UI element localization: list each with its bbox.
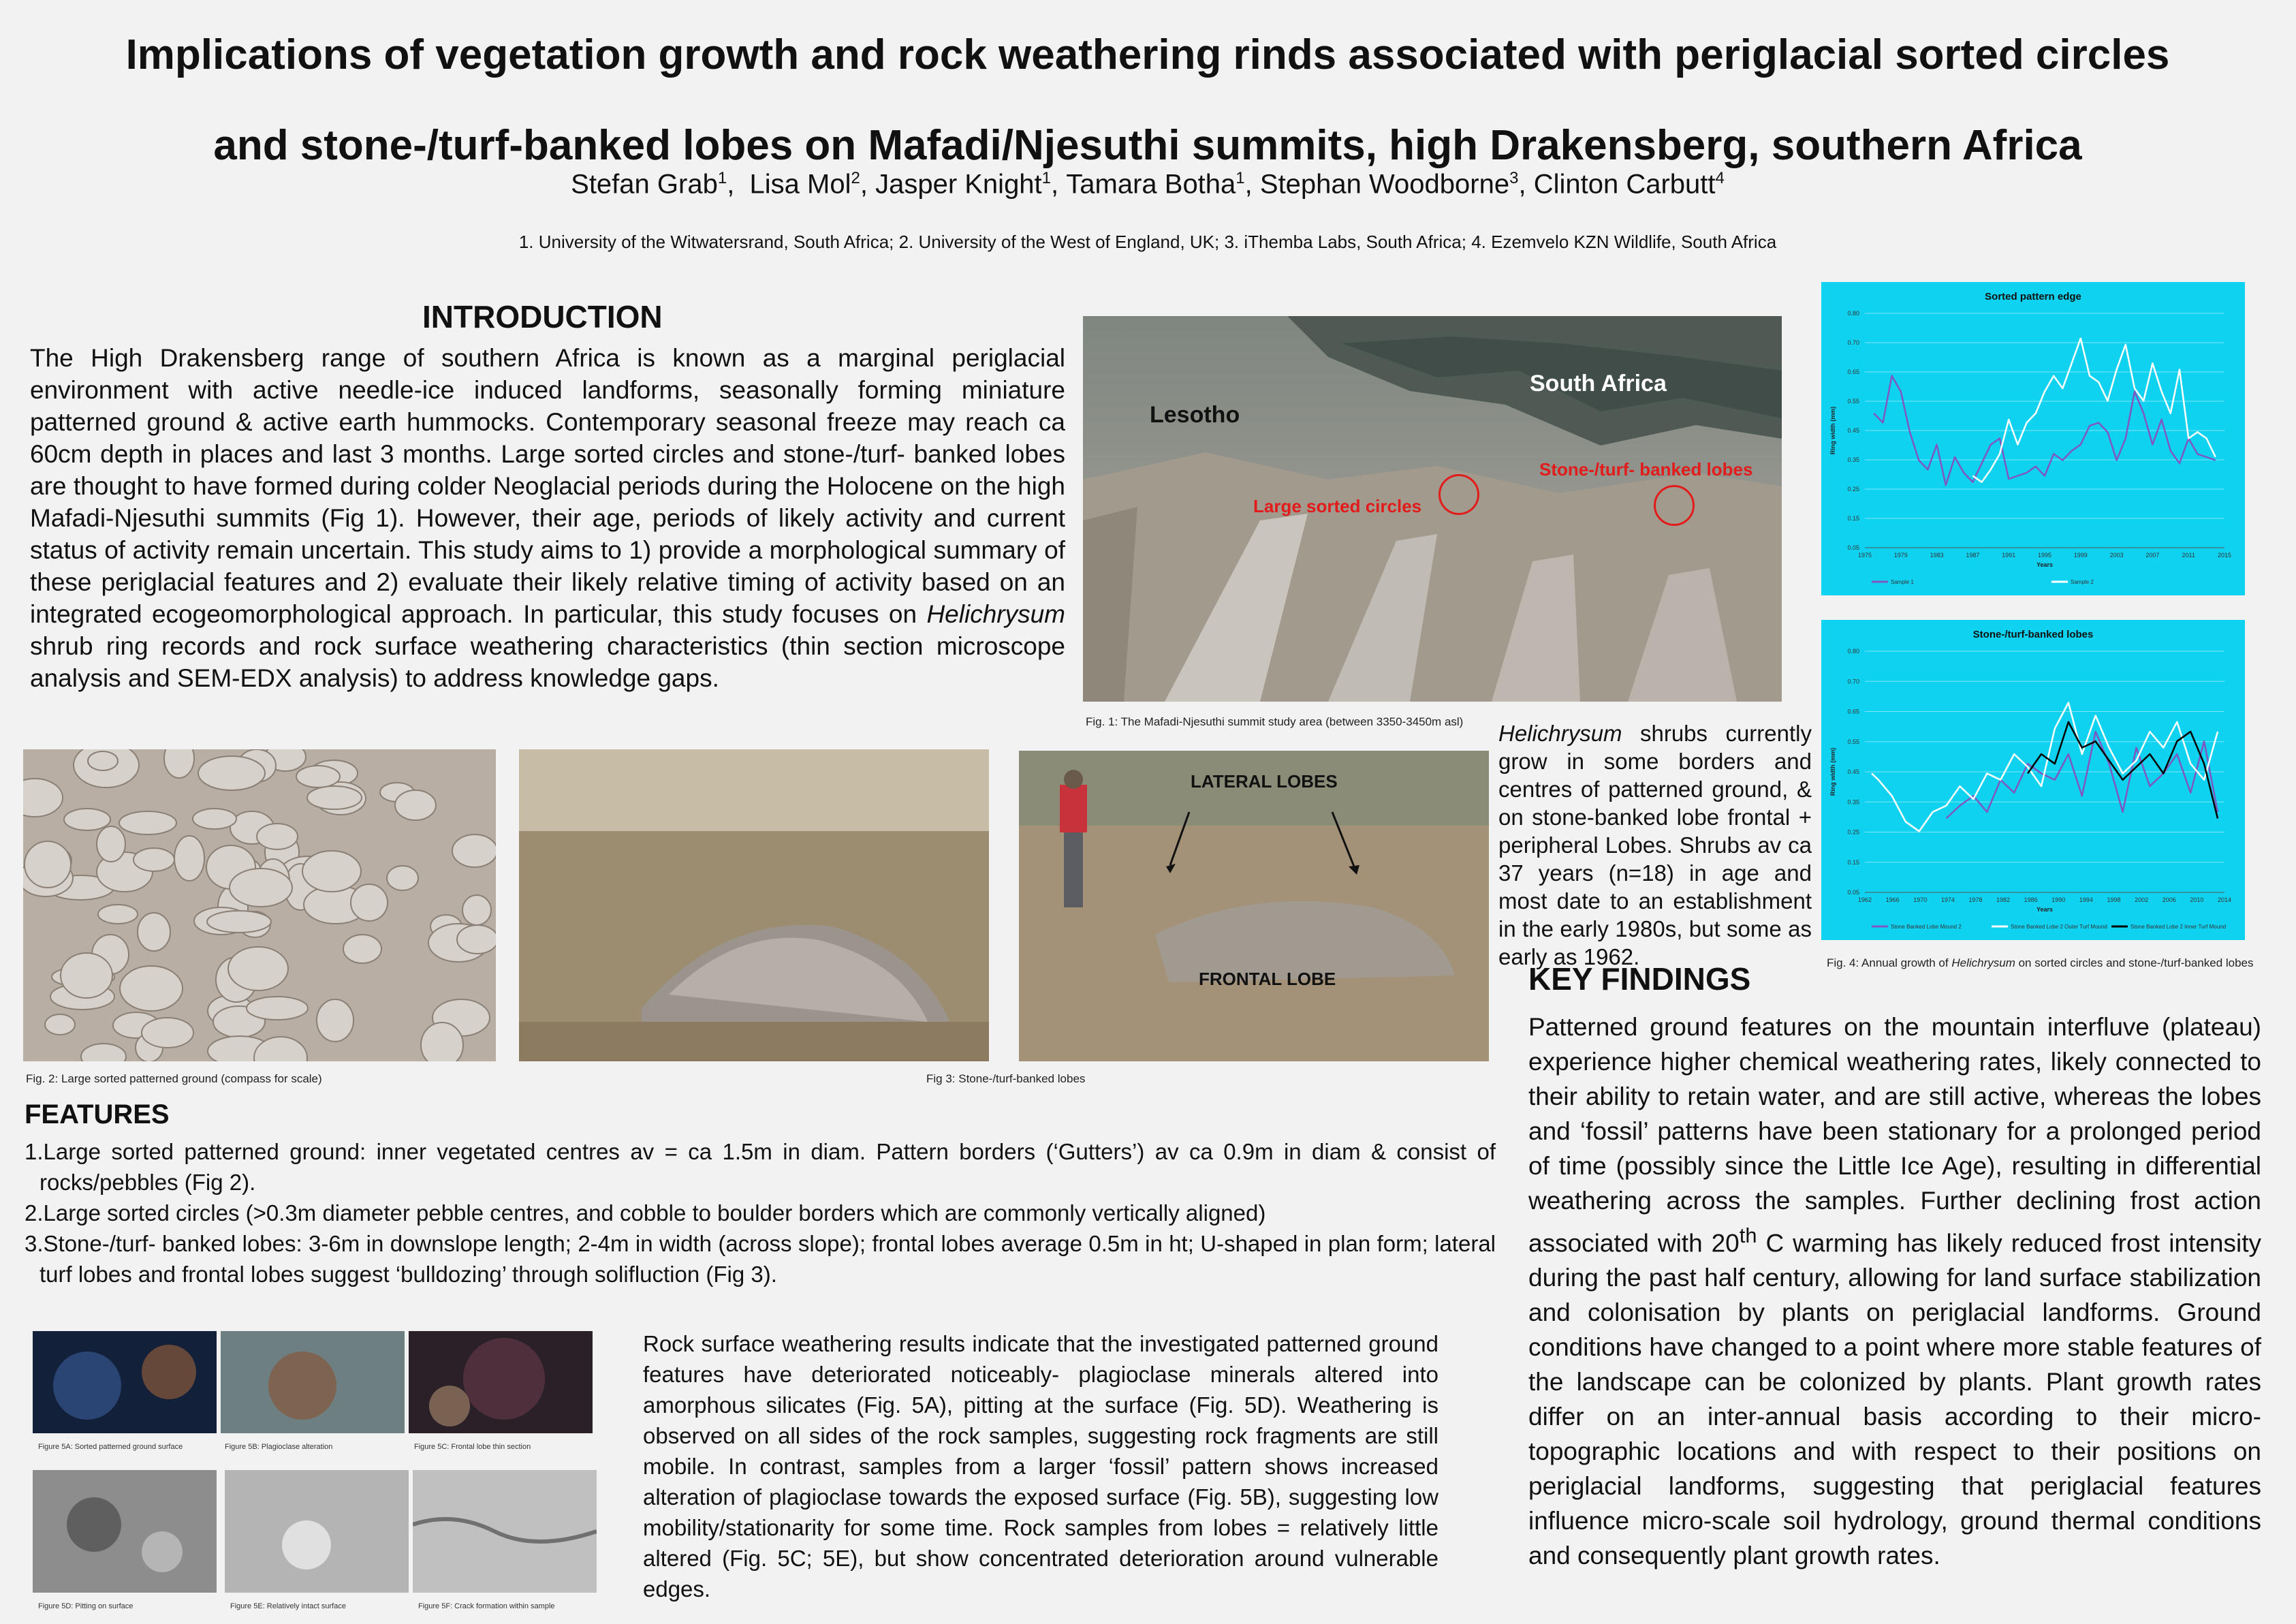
label-lateral-lobes: LATERAL LOBES bbox=[1191, 771, 1338, 792]
x-tick-label: 1987 bbox=[1966, 552, 1980, 559]
label-lesotho: Lesotho bbox=[1150, 402, 1240, 428]
chart-svg-1 bbox=[1821, 620, 2245, 940]
y-tick-label: 0.70 bbox=[1847, 339, 1859, 346]
x-tick-label: 2011 bbox=[2182, 552, 2195, 559]
author-name: Stefan Grab bbox=[571, 169, 718, 200]
fig2-photo-rocks bbox=[23, 749, 496, 1061]
fig5e-caption: Figure 5E: Relatively intact surface bbox=[230, 1602, 346, 1610]
y-tick-label: 0.15 bbox=[1847, 515, 1859, 522]
fig3-caption: Fig 3: Stone-/turf-banked lobes bbox=[926, 1072, 1086, 1085]
fig2-caption: Fig. 2: Large sorted patterned ground (compass for scale) bbox=[26, 1072, 322, 1085]
author-name: Stephan Woodborne bbox=[1259, 169, 1510, 200]
x-tick-label: 1990 bbox=[2051, 896, 2066, 903]
poster-title bbox=[27, 10, 2268, 191]
fig5c-caption: Figure 5C: Frontal lobe thin section bbox=[414, 1443, 531, 1451]
legend-entry: Sample 1 bbox=[1891, 579, 1914, 585]
x-tick-label: 1994 bbox=[2079, 896, 2093, 903]
author-name: Tamara Botha bbox=[1066, 169, 1236, 200]
feature-item-3: 3.Stone-/turf- banked lobes: 3-6m in downslope length; 2-4m in width (across slope); frontal lobes average 0.5m in ht; U-shaped in plan form; lateral turf lobes and frontal lobes suggest ‘bulldozing’ through solifluction (Fig 3). bbox=[25, 1231, 1496, 1287]
x-tick-label: 1978 bbox=[1968, 896, 1983, 903]
y-tick-label: 0.70 bbox=[1847, 678, 1859, 685]
feature-item-2: 2.Large sorted circles (>0.3m diameter pebble centres, and cobble to boulder borders which are commonly vertically aligned) bbox=[25, 1200, 1266, 1225]
y-tick-label: 0.80 bbox=[1847, 648, 1859, 655]
helichrysum-italic-2: Helichrysum bbox=[1498, 721, 1622, 746]
title-line-1: Implications of vegetation growth and rock weathering rinds associated with periglacial sorted circles bbox=[125, 31, 2170, 78]
label-frontal-lobe: FRONTAL LOBE bbox=[1199, 969, 1336, 989]
affiliations: 1. University of the Witwatersrand, South Africa; 2. University of the West of England, UK; 3. iThemba Labs, South Africa; 4. Ezemvelo KZN Wildlife, South Africa bbox=[518, 232, 1777, 252]
fig5e-image bbox=[225, 1470, 409, 1593]
y-tick-label: 0.65 bbox=[1847, 708, 1859, 715]
x-tick-label: 1982 bbox=[1996, 896, 2011, 903]
authors-line: Stefan Grab$^1$, Lisa Mol$^2$, Jasper Knight$^1$, Tamara Botha$^1$, Stephan Woodborne$^3$, Clinton Carbutt$^4$ bbox=[571, 169, 1725, 200]
fig5b-caption: Figure 5B: Plagioclase alteration bbox=[225, 1443, 333, 1451]
fig5f-caption: Figure 5F: Crack formation within sample bbox=[418, 1602, 555, 1610]
author-affiliation-sup: 4 bbox=[1715, 169, 1725, 187]
chart-stone-turf-lobes bbox=[1821, 620, 2245, 940]
x-tick-label: 1991 bbox=[2002, 552, 2016, 559]
fig5f-image bbox=[413, 1470, 597, 1593]
x-axis-label: Years bbox=[2036, 561, 2054, 568]
label-large-sorted-circles: Large sorted circles bbox=[1253, 496, 1422, 516]
x-tick-label: 1974 bbox=[1940, 896, 1955, 903]
shrubs-text: Helichrysum shrubs currently grow in some borders and centres of patterned ground, & on stone-banked lobe frontal + peripheral Lobes. Shrubs av ca 37 years (n=18) in age and most date to an establishment in the early 1980s, but some as early as 1962. bbox=[1498, 721, 1812, 969]
key-findings-text: Patterned ground features on the mountain interfluve (plateau) experience higher chemical weathering rates, likely connected to their ability to retain water, and are still active, whereas the lobes and ‘fossil’ patterns have been stationary for a prolonged period of time (possibly since the Little Ice Age), resulting in differential weathering across the samples. Further declining frost action associated with 20th C warming has likely reduced frost intensity during the past half century, allowing for land surface stabilization and colonisation by plants on periglacial landforms. Ground conditions have changed to a point where more stable features of the landscape can be colonized by plants. Plant growth rates differ on an inter-annual basis according to their micro-topographic locations and with respect to their positions on periglacial landforms, suggesting that periglacial features influence micro-scale soil hydrology, ground thermal conditions and consequently plant growth rates. bbox=[1528, 1013, 2262, 1570]
chart-title: Sorted pattern edge bbox=[1985, 291, 2081, 302]
label-stone-turf-lobes: Stone-/turf- banked lobes bbox=[1539, 459, 1753, 480]
author-name: Lisa Mol bbox=[749, 169, 851, 200]
author-name: Jasper Knight bbox=[875, 169, 1042, 200]
author-affiliation-sup: 2 bbox=[851, 169, 860, 187]
legend-entry: Stone Banked Lobe 2 Inner Turf Mound bbox=[2130, 924, 2227, 930]
legend-entry: Stone Banked Lobe 2 Outer Turf Mound bbox=[2011, 924, 2107, 930]
author-affiliation-sup: 1 bbox=[1041, 169, 1052, 187]
chart-svg-0 bbox=[1821, 282, 2245, 595]
introduction-text: The High Drakensberg range of southern Africa is known as a marginal periglacial environment with active needle-ice induced landforms, seasonally forming miniature patterned ground & active earth hummocks. Contemporary seasonal freeze may reach ca 60cm depth in places and last 3 months. Large sorted circles and stone-/turf- banked lobes are thought to have formed during colder Neoglacial periods during the Holocene on the high Mafadi-Njesuthi summits (Fig 1). However, their age, periods of likely activity and current status of activity remain uncertain. This study aims to 1) provide a morphological summary of these periglacial features and 2) evaluate their likely relative timing of activity based on an integrated ecogeomorphological approach. In particular, this study focuses on Helichrysum shrub ring records and rock surface weathering characteristics (thin section microscope analysis and SEM-EDX analysis) to address knowledge gaps. bbox=[30, 344, 1065, 692]
y-tick-label: 0.45 bbox=[1847, 427, 1859, 434]
y-tick-label: 0.05 bbox=[1847, 889, 1859, 896]
fig5d-image bbox=[33, 1470, 217, 1593]
y-tick-label: 0.45 bbox=[1847, 768, 1859, 775]
fig1-caption: Fig. 1: The Mafadi-Njesuthi summit study area (between 3350-3450m asl) bbox=[1086, 715, 1464, 728]
arrows bbox=[1019, 751, 1489, 1061]
fig5a-caption: Figure 5A: Sorted patterned ground surface bbox=[38, 1443, 183, 1451]
features-heading: FEATURES bbox=[25, 1099, 170, 1129]
x-axis-label: Years bbox=[2036, 906, 2054, 913]
y-tick-label: 0.55 bbox=[1847, 398, 1859, 405]
x-tick-label: 1966 bbox=[1885, 896, 1900, 903]
y-tick-label: 0.65 bbox=[1847, 369, 1859, 375]
author-affiliation-sup: 3 bbox=[1509, 169, 1519, 187]
x-tick-label: 1999 bbox=[2073, 552, 2088, 559]
legend-entry: Stone Banked Lobe Mound 2 bbox=[1891, 924, 1962, 930]
author-name: Clinton Carbutt bbox=[1533, 169, 1716, 200]
circle-marker-sorted bbox=[1438, 474, 1479, 515]
label-south-africa: South Africa bbox=[1530, 371, 1667, 396]
introduction-heading: INTRODUCTION bbox=[422, 299, 663, 334]
y-tick-label: 0.15 bbox=[1847, 858, 1859, 866]
x-tick-label: 2003 bbox=[2109, 552, 2124, 559]
x-tick-label: 2014 bbox=[2217, 896, 2232, 903]
x-tick-label: 2007 bbox=[2145, 552, 2160, 559]
fig5d-caption: Figure 5D: Pitting on surface bbox=[38, 1602, 133, 1610]
x-tick-label: 1986 bbox=[2024, 896, 2038, 903]
x-tick-label: 2010 bbox=[2190, 896, 2204, 903]
title-line-2: and stone-/turf-banked lobes on Mafadi/Njesuthi summits, high Drakensberg, southern Africa bbox=[213, 122, 2082, 169]
fig5b-image bbox=[221, 1331, 405, 1433]
x-tick-label: 1983 bbox=[1930, 552, 1944, 559]
x-tick-label: 2002 bbox=[2135, 896, 2149, 903]
y-tick-label: 0.35 bbox=[1847, 798, 1859, 806]
chart-title: Stone-/turf-banked lobes bbox=[1972, 629, 2094, 640]
y-tick-label: 0.05 bbox=[1847, 544, 1859, 551]
y-tick-label: 0.80 bbox=[1847, 310, 1859, 317]
y-axis-label: Ring width (mm) bbox=[1829, 406, 1836, 455]
x-tick-label: 1962 bbox=[1857, 896, 1872, 903]
x-tick-label: 2015 bbox=[2217, 552, 2232, 559]
x-tick-label: 2006 bbox=[2162, 896, 2176, 903]
fig3-photo-lobes bbox=[1019, 751, 1489, 1061]
fig4-caption: Fig. 4: Annual growth of Helichrysum on sorted circles and stone-/turf-banked lobes bbox=[1827, 956, 2254, 969]
y-tick-label: 0.25 bbox=[1847, 828, 1859, 836]
circle-marker-lobes bbox=[1654, 485, 1695, 526]
x-tick-label: 1995 bbox=[2037, 552, 2052, 559]
author-affiliation-sup: 1 bbox=[717, 169, 727, 187]
helichrysum-italic: Helichrysum bbox=[926, 600, 1065, 628]
fig1-aerial-photo bbox=[1083, 316, 1782, 702]
key-findings-heading: KEY FINDINGS bbox=[1528, 961, 1751, 997]
fig2-photo-rock-pile bbox=[519, 749, 989, 1061]
weathering-text: Rock surface weathering results indicate that the investigated patterned ground features have deteriorated noticeably- plagioclase minerals altered into amorphous silicates (Fig. 5A), pitting at the surface (Fig. 5D). Weathering is observed on all sides of the rock samples, suggesting rock fragments are still mobile. In contrast, samples from a larger ‘fossil’ pattern shows increased alteration of plagioclase towards the exposed surface (Fig. 5B), suggesting low mobility/stationarity for some time. Rock samples from lobes = relatively little altered (Fig. 5C; 5E), but show concentrated deterioration around vulnerable edges. bbox=[643, 1331, 1438, 1602]
author-affiliation-sup: 1 bbox=[1236, 169, 1245, 187]
chart-sorted-pattern-edge bbox=[1821, 282, 2245, 595]
x-tick-label: 1975 bbox=[1857, 552, 1872, 559]
fig5c-image bbox=[409, 1331, 593, 1433]
y-tick-label: 0.55 bbox=[1847, 738, 1859, 745]
fig5a-image bbox=[33, 1331, 217, 1433]
feature-item-1: 1.Large sorted patterned ground: inner vegetated centres av = ca 1.5m in diam. Pattern borders (‘Gutters’) av ca 0.9m in diam & consist of rocks/pebbles (Fig 2). bbox=[25, 1139, 1496, 1195]
x-tick-label: 1998 bbox=[2107, 896, 2121, 903]
x-tick-label: 1979 bbox=[1893, 552, 1908, 559]
y-axis-label: Ring width (mm) bbox=[1829, 747, 1836, 796]
y-tick-label: 0.35 bbox=[1847, 456, 1859, 463]
legend-entry: Sample 2 bbox=[2071, 579, 2094, 585]
y-tick-label: 0.25 bbox=[1847, 486, 1859, 493]
features-list bbox=[25, 1136, 1496, 1290]
x-tick-label: 1970 bbox=[1913, 896, 1928, 903]
